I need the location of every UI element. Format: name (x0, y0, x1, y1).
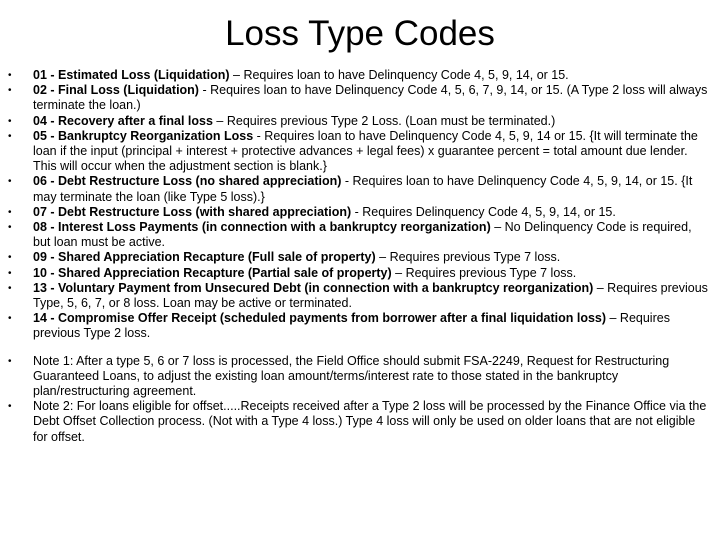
bullet-icon: • (8, 355, 12, 367)
list-item (8, 311, 709, 341)
loss-code-description: - Requires loan to have Delinquency Code 4, 5, 9, 14, or 15. {It may terminate the loan (like Type 5 loss).} (33, 174, 693, 204)
loss-code-label: 05 - Bankruptcy Reorganization Loss (33, 128, 254, 143)
bullet-icon: • (8, 115, 12, 127)
list-item (8, 83, 709, 113)
list-item (8, 113, 709, 129)
loss-code-list (8, 68, 709, 445)
note-text: Note 2: For loans eligible for offset.....Receipts received after a Type 2 loss will be processed by the Finance Office via the Debt Offset Collection process. (Not with a Type 4 loss.) Type 4 loss will only be used on older loans that are not eligible for offset. (33, 399, 707, 444)
page-title: Loss Type Codes (225, 14, 495, 53)
bullet-icon: • (8, 401, 12, 413)
loss-code-description: – Requires previous Type 7 loss. (375, 250, 561, 265)
loss-code-label: 04 - Recovery after a final loss (33, 113, 213, 128)
loss-code-label: 09 - Shared Appreciation Recapture (Full sale of property) (33, 250, 376, 265)
note-item (8, 399, 709, 445)
list-item (8, 220, 709, 250)
list-item (8, 68, 709, 83)
bullet-icon: • (8, 206, 12, 218)
note-item (8, 353, 709, 400)
bullet-icon: • (8, 85, 12, 97)
list-item (8, 204, 709, 220)
loss-code-description: - Requires Delinquency Code 4, 5, 9, 14, or 15. (351, 204, 616, 219)
bullet-icon: • (8, 130, 12, 142)
loss-code-description: – Requires loan to have Delinquency Code 4, 5, 9, 14, or 15. (229, 68, 569, 82)
loss-code-label: 13 - Voluntary Payment from Unsecured Debt (in connection with a bankruptcy reorganization) (33, 280, 594, 295)
list-item (8, 265, 709, 281)
loss-code-label: 08 - Interest Loss Payments (in connection with a bankruptcy reorganization) (33, 220, 491, 235)
bullet-icon: • (8, 222, 12, 234)
bullet-icon: • (8, 176, 12, 188)
list-item (8, 250, 709, 265)
bullet-icon: • (8, 282, 12, 294)
loss-code-label: 02 - Final Loss (Liquidation) (33, 83, 199, 98)
loss-code-description: – Requires previous Type 2 Loss. (Loan must be terminated.) (212, 113, 556, 128)
loss-code-label: 10 - Shared Appreciation Recapture (Partial sale of property) (33, 265, 392, 280)
loss-code-label: 06 - Debt Restructure Loss (no shared appreciation) (33, 174, 342, 189)
bullet-icon: • (8, 267, 12, 279)
list-item (8, 280, 709, 311)
loss-code-description: – Requires previous Type 7 loss. (391, 265, 577, 280)
loss-code-description: – Requires previous Type, 5, 6, 7, or 8 loss. Loan may be active or terminated. (33, 280, 708, 311)
loss-code-label: 07 - Debt Restructure Loss (with shared appreciation) (33, 204, 352, 219)
loss-code-label: 01 - Estimated Loss (Liquidation) (33, 68, 230, 82)
loss-code-label: 14 - Compromise Offer Receipt (scheduled payments from borrower after a final liquidation loss) (33, 311, 607, 326)
loss-code-description: – Requires previous Type 2 loss. (33, 311, 670, 341)
bullet-icon: • (8, 252, 12, 264)
bullet-icon: • (8, 313, 12, 325)
loss-code-description: - Requires loan to have Delinquency Code 4, 5, 6, 7, 9, 14, or 15. (A Type 2 loss will always terminate the loan.) (33, 83, 708, 113)
note-text: Note 1: After a type 5, 6 or 7 loss is processed, the Field Office should submit FSA-2249, Request for Restructuring Guaranteed Loans, to adjust the existing loan amount/terms/interest rate to those stated in the bankruptcy plan/restructuring agreement. (33, 353, 670, 399)
list-item (8, 128, 709, 175)
list-item (8, 174, 709, 204)
loss-code-description: – No Delinquency Code is required, but loan must be active. (33, 220, 692, 250)
bullet-icon: • (8, 70, 12, 81)
loss-code-description: - Requires loan to have Delinquency Code 4, 5, 9, 14 or 15. {It will terminate the loan if the input (principal + interest + protective advances + legal fees) x guarantee percent = total amount due lender. This will occur when the adjustment section is blank.} (33, 128, 698, 174)
